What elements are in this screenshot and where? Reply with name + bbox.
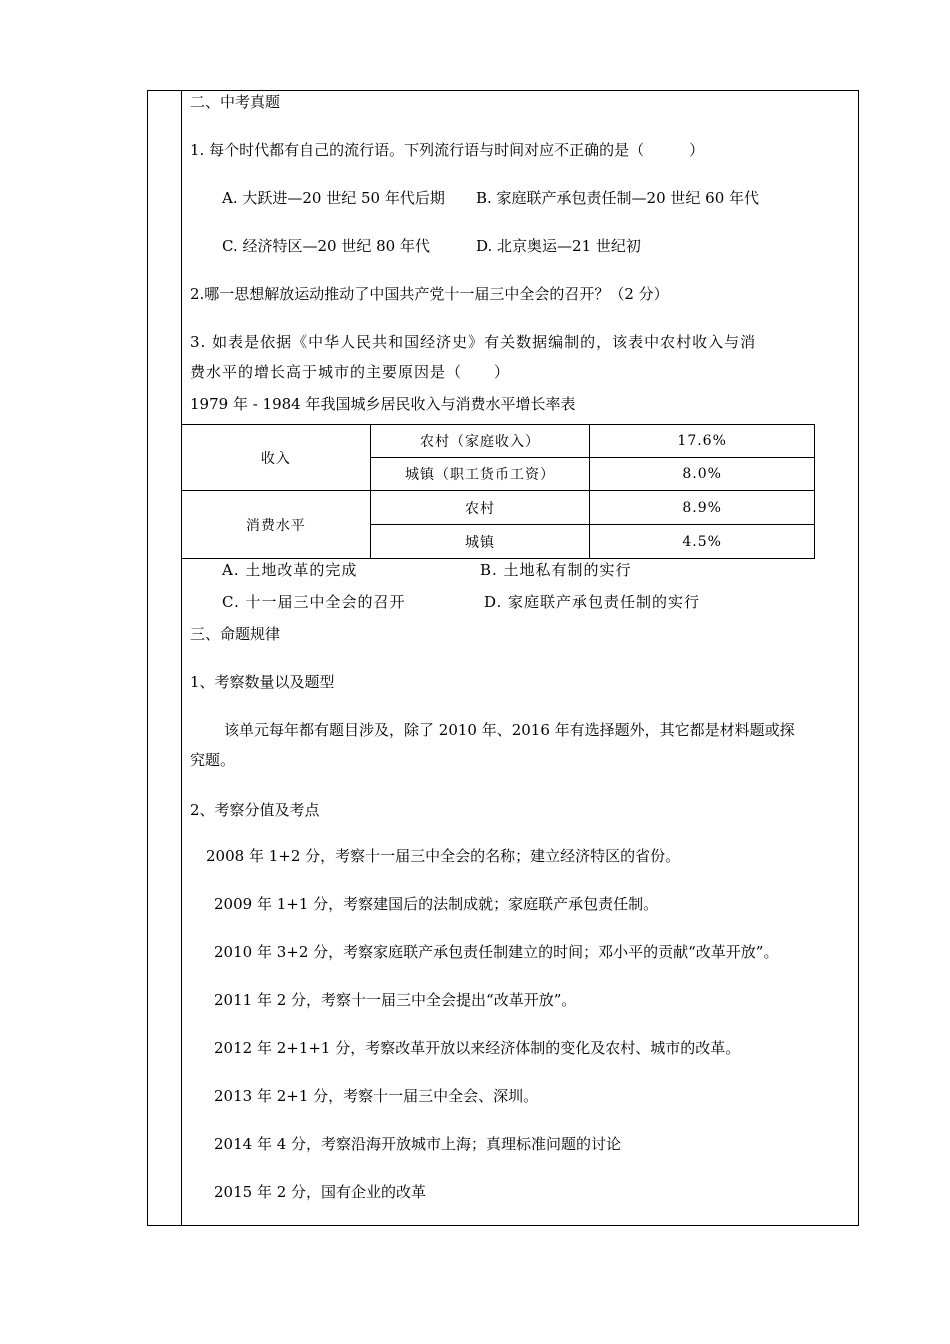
table-cell-value: 17.6% [590,425,815,458]
table-cell-value: 8.9% [590,491,815,525]
list-item: 2010 年 3+2 分，考察家庭联产承包责任制建立的时间；邓小平的贡献“改革开放”。 [214,943,779,961]
list-item: 2011 年 2 分，考察十一届三中全会提出“改革开放”。 [214,991,577,1009]
q3-option-d: D. 家庭联产承包责任制的实行 [484,593,701,611]
q1-option-a: A. 大跃进—20 世纪 50 年代后期 [222,189,445,207]
table-cell-value: 4.5% [590,525,815,559]
table-cell-label: 农村 [370,491,590,525]
section3-sub1-heading: 1、考察数量以及题型 [190,673,335,691]
column-divider [181,90,182,1226]
table-cell-label: 农村（家庭收入） [370,425,590,458]
q3-stem-line1: 3. 如表是依据《中华人民共和国经济史》有关数据编制的，该表中农村收入与消 [190,333,757,351]
consumption-label: 消费水平 [182,491,371,559]
table-cell-label: 城镇（职工货币工资） [370,458,590,491]
growth-rate-table [181,424,815,559]
q3-option-b: B. 土地私有制的实行 [480,561,632,579]
table-cell-value: 8.0% [590,458,815,491]
section3-sub2-heading: 2、考察分值及考点 [190,801,320,819]
q1-stem: 1. 每个时代都有自己的流行语。下列流行语与时间对应不正确的是（ ） [190,141,705,159]
q1-option-d: D. 北京奥运—21 世纪初 [476,237,641,255]
list-item: 2015 年 2 分，国有企业的改革 [214,1183,427,1201]
q3-table-title: 1979 年 - 1984 年我国城乡居民收入与消费水平增长率表 [190,395,576,413]
q1-option-c: C. 经济特区—20 世纪 80 年代 [222,237,430,255]
q3-stem-line2: 费水平的增长高于城市的主要原因是（ ） [190,363,511,381]
section3-sub1-para-line2: 究题。 [190,751,236,769]
q2-stem: 2.哪一思想解放运动推动了中国共产党十一届三中全会的召开？（2 分） [190,285,669,303]
section2-heading: 二、中考真题 [190,93,281,111]
q3-option-c: C. 十一届三中全会的召开 [222,593,406,611]
list-item: 2008 年 1+2 分，考察十一届三中全会的名称；建立经济特区的省份。 [206,847,681,865]
list-item: 2013 年 2+1 分，考察十一届三中全会、深圳。 [214,1087,539,1105]
table-cell-label: 城镇 [370,525,590,559]
section3-sub1-para-line1: 该单元每年都有题目涉及，除了 2010 年、2016 年有选择题外，其它都是材料题或探 [224,721,795,739]
section3-heading: 三、命题规律 [190,625,281,643]
list-item: 2014 年 4 分，考察沿海开放城市上海；真理标准问题的讨论 [214,1135,622,1153]
income-label: 收入 [182,425,371,491]
list-item: 2009 年 1+1 分，考察建国后的法制成就；家庭联产承包责任制。 [214,895,659,913]
q3-option-a: A. 土地改革的完成 [222,561,358,579]
list-item: 2012 年 2+1+1 分，考察改革开放以来经济体制的变化及农村、城市的改革。 [214,1039,741,1057]
q1-option-b: B. 家庭联产承包责任制—20 世纪 60 年代 [476,189,760,207]
